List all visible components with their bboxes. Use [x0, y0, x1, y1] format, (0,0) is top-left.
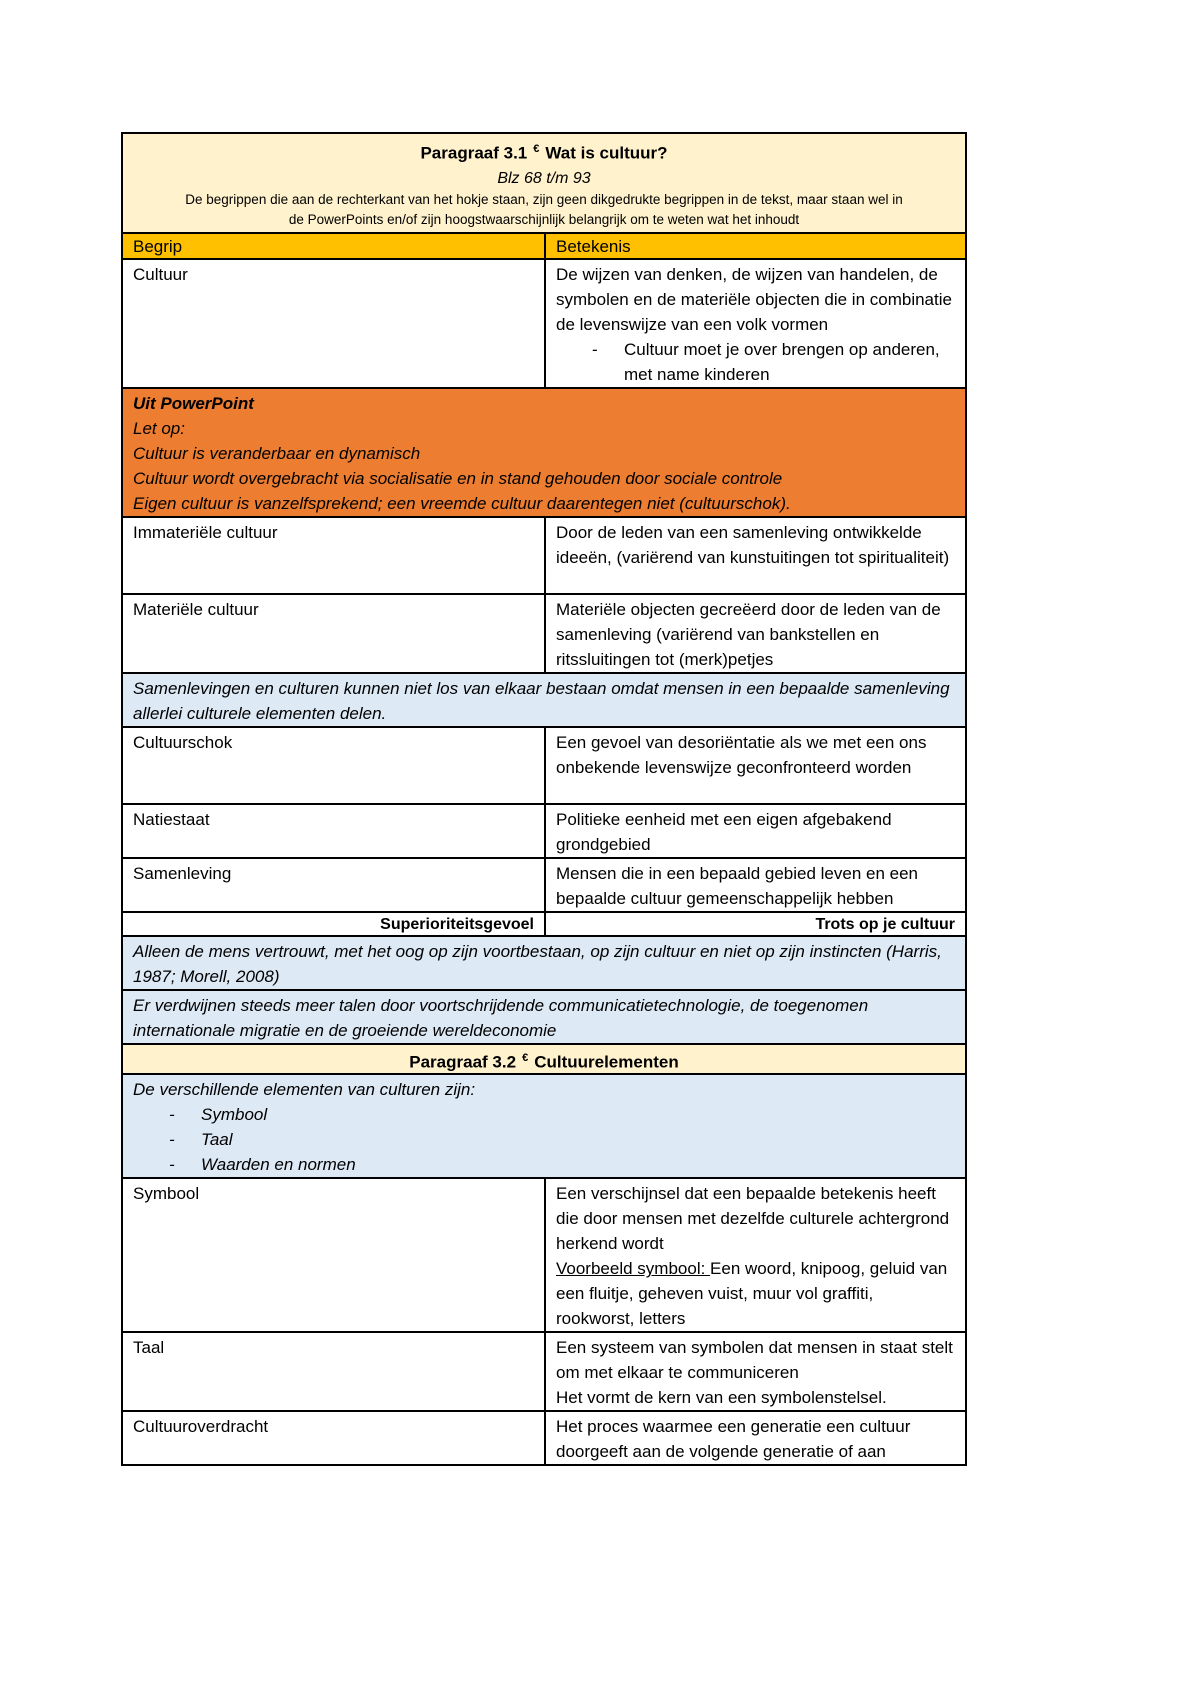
table-header-row [122, 233, 966, 259]
list-item: - Cultuur moet je over brengen op anderen, met name kinderen [556, 337, 955, 387]
note-row [122, 990, 966, 1044]
symbol-glyph-icon: € [522, 1051, 529, 1064]
table-row [122, 1332, 966, 1411]
term-cell: Cultuur [122, 259, 545, 388]
term-cell: Immateriële cultuur [122, 517, 545, 594]
table-row [122, 259, 966, 388]
page-range: Blz 68 t/m 93 [497, 169, 591, 187]
note-row [122, 673, 966, 727]
table-row [122, 517, 966, 594]
table-row [122, 1411, 966, 1465]
table-row [122, 1178, 966, 1332]
powerpoint-line: Cultuur is veranderbaar en dynamisch [133, 443, 421, 463]
term-cell: Samenleving [122, 858, 545, 912]
example-label: Voorbeeld symbool: [556, 1259, 711, 1279]
definition-cell: Een verschijnsel dat een bepaalde betekenis heeft die door mensen met dezelfde culturele achtergrond herkend wordt Voorbeeld symbool: Een woord, knipoog, geluid van een fluitje, geheven vuist, muur vol graffiti, rookworst, letters [545, 1178, 966, 1332]
table-row [122, 804, 966, 858]
definition-cell: Het proces waarmee een generatie een cultuur doorgeeft aan de volgende generatie of aan [545, 1411, 966, 1465]
symbol-glyph-icon: € [533, 143, 540, 155]
example-text: Een woord, knipoog, geluid van een fluitje, geheven vuist, muur vol graffiti, rookworst, letters [556, 1259, 948, 1329]
list-item: - Symbool [133, 1102, 955, 1127]
powerpoint-line: Let op: [133, 418, 185, 438]
list-item: - Taal [133, 1127, 955, 1152]
superiority-right: Trots op je cultuur [545, 912, 966, 936]
term-cell: Natiestaat [122, 804, 545, 858]
superiority-left: Superioriteitsgevoel [122, 912, 545, 936]
elements-intro: De verschillende elementen van culturen zijn: [133, 1080, 476, 1100]
intro-note: De begrippen die aan de rechterkant van het hokje staan, zijn geen dikgedrukte begrippen in de tekst, maar staan wel in de PowerPoints en/of zijn hoogstwaarschijnlijk belangrijk om te weten wat het inhoudt [185, 191, 903, 227]
superiority-row [122, 912, 966, 936]
section-title-row [122, 1044, 966, 1075]
powerpoint-heading: Uit PowerPoint [133, 393, 254, 413]
section-title-row [122, 133, 966, 233]
table-row [122, 858, 966, 912]
definition-cell: Een gevoel van desoriëntatie als we met een ons onbekende levenswijze geconfronteerd worden [545, 727, 966, 804]
definition-cell: Materiële objecten gecreëerd door de leden van de samenleving (variërend van bankstellen en ritssluitingen tot (merk)petjes [545, 594, 966, 673]
bullet-list [556, 337, 955, 387]
note-cell: Alleen de mens vertrouwt, met het oog op zijn voortbestaan, op zijn cultuur en niet op zijn instincten (Harris, 1987; Morell, 2008) [122, 936, 966, 990]
term-cell: Symbool [122, 1178, 545, 1332]
definition-cell: De wijzen van denken, de wijzen van handelen, de symbolen en de materiële objecten die in combinatie de levenswijze van een volk vormen - Cultuur moet je over brengen op anderen, met name kinderen [545, 259, 966, 388]
definition-cell: Mensen die in een bepaald gebied leven en een bepaalde cultuur gemeenschappelijk hebben [545, 858, 966, 912]
elements-list [133, 1102, 955, 1177]
powerpoint-line: Cultuur wordt overgebracht via socialisatie en in stand gehouden door sociale controle [133, 468, 783, 488]
definition-cell: Een systeem van symbolen dat mensen in staat stelt om met elkaar te communiceren Het vormt de kern van een symbolenstelsel. [545, 1332, 966, 1411]
note-cell: Samenlevingen en culturen kunnen niet los van elkaar bestaan omdat mensen in een bepaalde samenleving allerlei culturele elementen delen. [122, 673, 966, 727]
powerpoint-row [122, 388, 966, 517]
section-title-cell: Paragraaf 3.2 € Cultuurelementen [122, 1044, 966, 1075]
section-title-cell [122, 133, 966, 233]
document-page [121, 132, 967, 1466]
powerpoint-cell [122, 388, 966, 517]
section-title: Paragraaf 3.1 € Wat is cultuur? [420, 143, 668, 163]
list-item: - Waarden en normen [133, 1152, 955, 1177]
term-cell: Taal [122, 1332, 545, 1411]
header-begrip: Begrip [122, 233, 545, 259]
definition-cell: Politieke eenheid met een eigen afgebakend grondgebied [545, 804, 966, 858]
note-row [122, 936, 966, 990]
table-row [122, 727, 966, 804]
concept-table [121, 132, 967, 1466]
table-row [122, 594, 966, 673]
powerpoint-line: Eigen cultuur is vanzelfsprekend; een vreemde cultuur daarentegen niet (cultuurschok). [133, 493, 791, 513]
note-row [122, 1074, 966, 1178]
definition-cell: Door de leden van een samenleving ontwikkelde ideeën, (variërend van kunstuitingen tot spiritualiteit) [545, 517, 966, 594]
section-title: Paragraaf 3.2 [409, 1052, 517, 1072]
elements-cell [122, 1074, 966, 1178]
term-cell: Cultuuroverdracht [122, 1411, 545, 1465]
term-cell: Cultuurschok [122, 727, 545, 804]
header-betekenis: Betekenis [545, 233, 966, 259]
term-cell: Materiële cultuur [122, 594, 545, 673]
note-cell: Er verdwijnen steeds meer talen door voortschrijdende communicatietechnologie, de toegenomen internationale migratie en de groeiende wereldeconomie [122, 990, 966, 1044]
